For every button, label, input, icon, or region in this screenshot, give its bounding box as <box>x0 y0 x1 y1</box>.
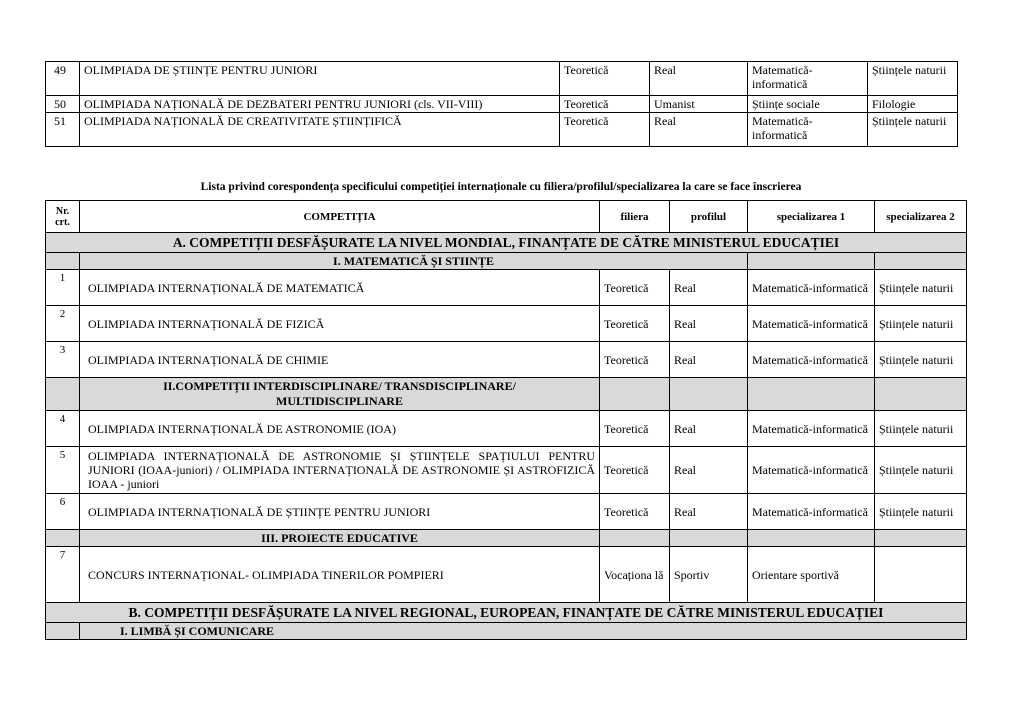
header-nr: Nr. crt. <box>46 201 80 233</box>
subsection-row <box>46 623 967 640</box>
subsection-row <box>46 530 967 547</box>
header-spec1: specializarea 1 <box>748 201 875 233</box>
subsection-heading: III. PROIECTE EDUCATIVE <box>80 530 600 547</box>
profil-cell: Real <box>650 113 748 147</box>
spec2-cell: Științele naturii <box>875 411 967 447</box>
section-b-heading: B. COMPETIȚII DESFĂȘURATE LA NIVEL REGIONAL, EUROPEAN, FINANȚATE DE CĂTRE MINISTERUL EDUCAȚIEI <box>46 603 967 623</box>
header-filiera: filiera <box>600 201 670 233</box>
subsection-row <box>46 378 967 411</box>
profil-cell: Real <box>670 306 748 342</box>
profil-cell: Real <box>670 494 748 530</box>
row-number: 5 <box>46 447 80 494</box>
table-row <box>46 447 967 494</box>
table-row <box>46 494 967 530</box>
filiera-cell: Teoretică <box>560 113 650 147</box>
filiera-cell: Teoretică <box>600 306 670 342</box>
competition-name: OLIMPIADA INTERNAȚIONALĂ DE FIZICĂ <box>80 306 600 342</box>
spec2-cell: Științele naturii <box>875 342 967 378</box>
spec1-cell: Matematică-informatică <box>748 447 875 494</box>
competitions-table <box>45 200 967 640</box>
filiera-cell: Teoretică <box>560 62 650 96</box>
row-number: 3 <box>46 342 80 378</box>
filiera-cell: Teoretică <box>600 270 670 306</box>
header-spec2: specializarea 2 <box>875 201 967 233</box>
spec1-cell: Matematică-informatică <box>748 113 868 147</box>
table-row <box>46 411 967 447</box>
profil-cell: Real <box>670 447 748 494</box>
profil-cell: Real <box>650 62 748 96</box>
competition-name: OLIMPIADA INTERNAȚIONALĂ DE ASTRONOMIE ȘI ȘTIINȚELE SPAȚIULUI PENTRU JUNIORI (IOAA-juniori) / OLIMPIADA INTERNAȚIONALĂ DE ASTRONOMIE ȘI ASTROFIZICĂ IOAA - juniori <box>80 447 600 494</box>
spec1-cell: Orientare sportivă <box>748 547 875 603</box>
table-row <box>46 342 967 378</box>
filiera-cell: Teoretică <box>560 96 650 113</box>
subsection-heading: I. LIMBĂ ȘI COMUNICARE <box>80 623 967 640</box>
subsection-heading: I. MATEMATICĂ ȘI STIINȚE <box>80 253 748 270</box>
header-competitia: COMPETIȚIA <box>80 201 600 233</box>
section-row <box>46 233 967 253</box>
competition-name: OLIMPIADA DE ȘTIINȚE PENTRU JUNIORI <box>80 62 560 96</box>
competition-name: CONCURS INTERNAȚIONAL- OLIMPIADA TINERILOR POMPIERI <box>80 547 600 603</box>
profil-cell: Umanist <box>650 96 748 113</box>
competition-name: OLIMPIADA INTERNAȚIONALĂ DE ASTRONOMIE (IOA) <box>80 411 600 447</box>
filiera-cell: Teoretică <box>600 447 670 494</box>
table-row <box>46 270 967 306</box>
subsection-row <box>46 253 967 270</box>
spec1-cell: Matematică-informatică <box>748 306 875 342</box>
table-row <box>46 547 967 603</box>
section-a-heading: A. COMPETIȚII DESFĂȘURATE LA NIVEL MONDIAL, FINANȚATE DE CĂTRE MINISTERUL EDUCAȚIEI <box>46 233 967 253</box>
subsection-heading: II.COMPETIȚII INTERDISCIPLINARE/ TRANSDISCIPLINARE/ MULTIDISCIPLINARE <box>80 378 600 411</box>
spec1-cell: Matematică-informatică <box>748 494 875 530</box>
spec2-cell <box>875 547 967 603</box>
profil-cell: Real <box>670 411 748 447</box>
spec1-cell: Matematică-informatică <box>748 411 875 447</box>
spec1-cell: Științe sociale <box>748 96 868 113</box>
spec1-cell: Matematică-informatică <box>748 270 875 306</box>
filiera-cell: Teoretică <box>600 342 670 378</box>
competition-name: OLIMPIADA INTERNAȚIONALĂ DE ȘTIINȚE PENTRU JUNIORI <box>80 494 600 530</box>
spec1-cell: Matematică-informatică <box>748 342 875 378</box>
competition-name: OLIMPIADA NAȚIONALĂ DE DEZBATERI PENTRU JUNIORI (cls. VII-VIII) <box>80 96 560 113</box>
spec2-cell: Științele naturii <box>868 113 958 147</box>
spec2-cell: Științele naturii <box>875 494 967 530</box>
profil-cell: Sportiv <box>670 547 748 603</box>
spec2-cell: Științele naturii <box>868 62 958 96</box>
row-number: 2 <box>46 306 80 342</box>
table-row <box>46 96 958 113</box>
competition-name: OLIMPIADA NAȚIONALĂ DE CREATIVITATE ȘTIINȚIFICĂ <box>80 113 560 147</box>
table-row <box>46 62 958 96</box>
filiera-cell: Teoretică <box>600 494 670 530</box>
row-number: 7 <box>46 547 80 603</box>
competition-name: OLIMPIADA INTERNAȚIONALĂ DE MATEMATICĂ <box>80 270 600 306</box>
top-table <box>45 61 958 147</box>
row-number: 1 <box>46 270 80 306</box>
table-caption: Lista privind corespondența specificului competiției internaționale cu filiera/profilul/specializarea la care se face înscrierea <box>200 181 802 193</box>
spec2-cell: Științele naturii <box>875 447 967 494</box>
table-row <box>46 306 967 342</box>
competition-name: OLIMPIADA INTERNAȚIONALĂ DE CHIMIE <box>80 342 600 378</box>
header-profilul: profilul <box>670 201 748 233</box>
row-number: 49 <box>46 62 80 96</box>
spec1-cell: Matematică-informatică <box>748 62 868 96</box>
row-number: 4 <box>46 411 80 447</box>
row-number: 51 <box>46 113 80 147</box>
header-row <box>46 201 967 233</box>
profil-cell: Real <box>670 342 748 378</box>
filiera-cell: Teoretică <box>600 411 670 447</box>
profil-cell: Real <box>670 270 748 306</box>
filiera-cell: Vocaționa lă <box>600 547 670 603</box>
row-number: 50 <box>46 96 80 113</box>
spec2-cell: Filologie <box>868 96 958 113</box>
table-row <box>46 113 958 147</box>
row-number: 6 <box>46 494 80 530</box>
spec2-cell: Științele naturii <box>875 306 967 342</box>
spec2-cell: Științele naturii <box>875 270 967 306</box>
section-row <box>46 603 967 623</box>
